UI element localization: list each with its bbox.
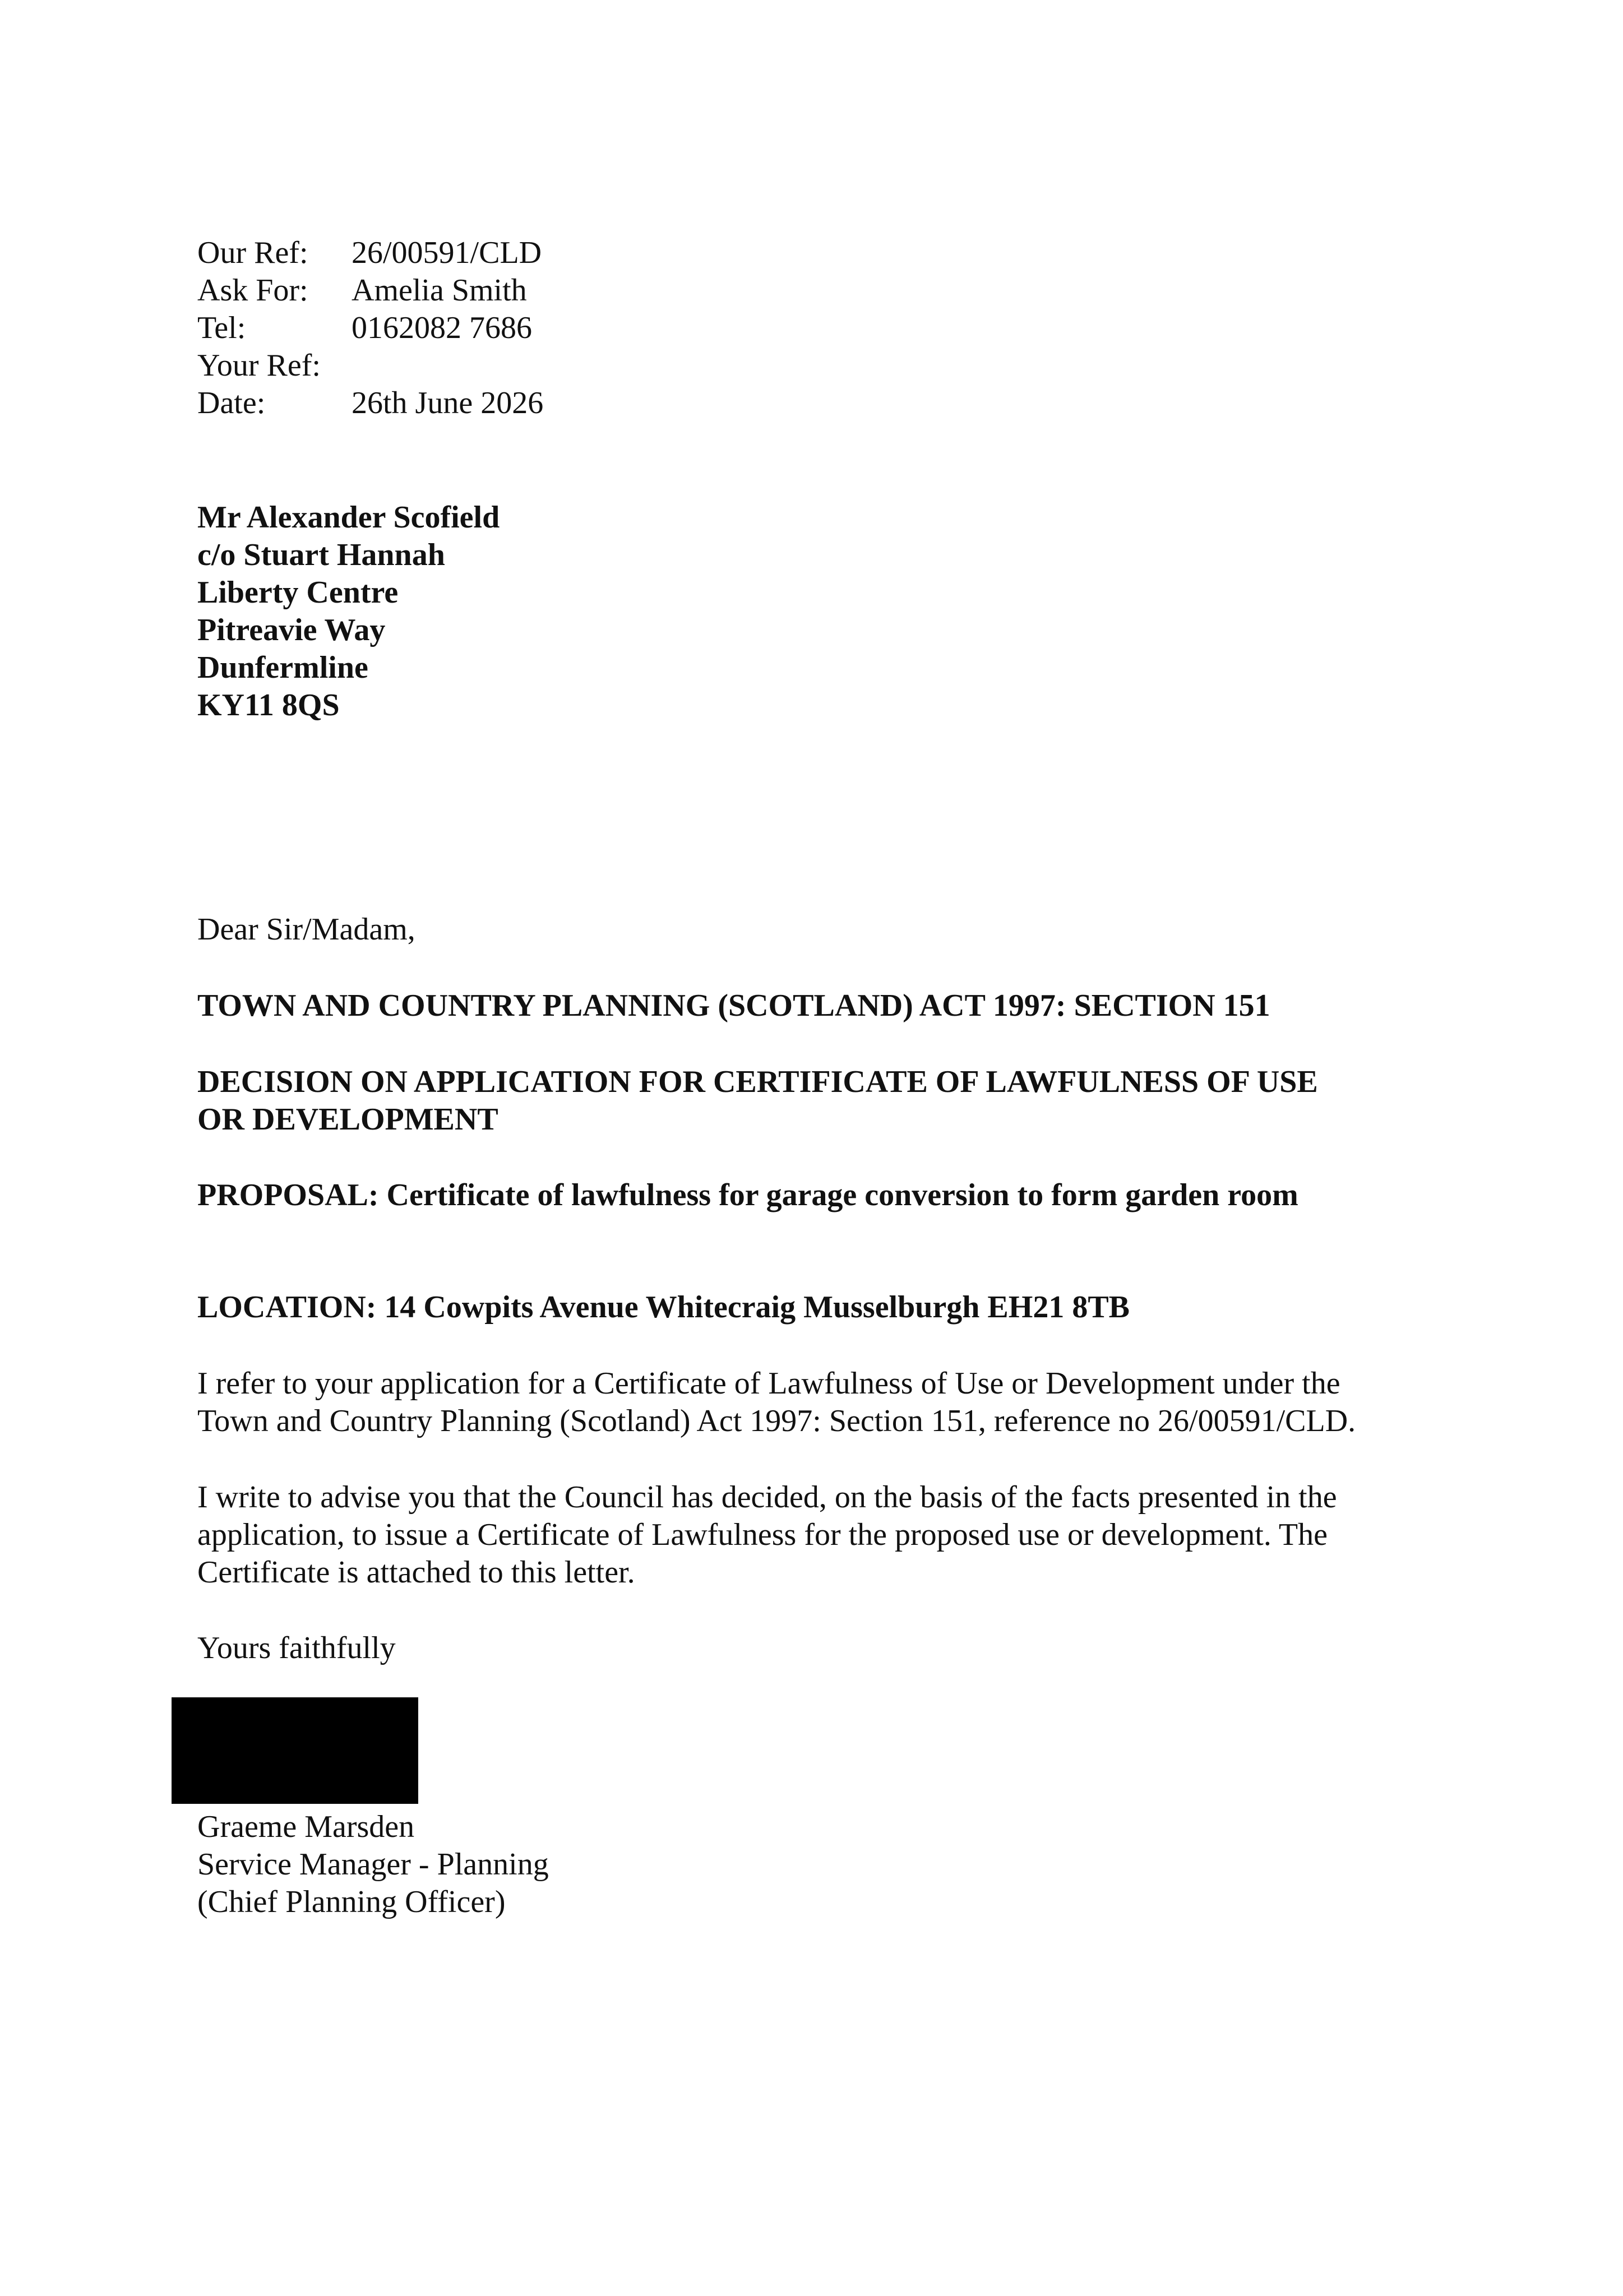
paragraph-2-line: I write to advise you that the Council has decided, on the basis of the facts presented in the bbox=[197, 1480, 1337, 1515]
ref-value: 0162082 7686 bbox=[352, 311, 532, 345]
closing: Yours faithfully bbox=[197, 1631, 396, 1665]
ref-row-our-ref bbox=[197, 234, 543, 272]
ref-label: Our Ref: bbox=[197, 235, 308, 270]
paragraph-1-line: Town and Country Planning (Scotland) Act 1997: Section 151, reference no 26/00591/CLD. bbox=[197, 1404, 1356, 1438]
reference-block bbox=[197, 234, 543, 422]
ref-row-ask-for bbox=[197, 272, 543, 309]
redacted-signature bbox=[172, 1697, 418, 1804]
proposal-heading: PROPOSAL: Certificate of lawfulness for garage conversion to form garden room bbox=[197, 1178, 1298, 1212]
paragraph-2-line: application, to issue a Certificate of Lawfulness for the proposed use or development. The bbox=[197, 1517, 1328, 1552]
ref-value: 26th June 2026 bbox=[352, 386, 544, 420]
ref-row-date bbox=[197, 385, 543, 422]
signatory-name: Graeme Marsden bbox=[197, 1809, 415, 1844]
address-line: c/o Stuart Hannah bbox=[197, 538, 445, 572]
signatory-title: Service Manager - Planning bbox=[197, 1847, 549, 1882]
paragraph-2-line: Certificate is attached to this letter. bbox=[197, 1555, 635, 1590]
heading-decision-line1: DECISION ON APPLICATION FOR CERTIFICATE OF LAWFULNESS OF USE bbox=[197, 1064, 1318, 1099]
ref-label: Your Ref: bbox=[197, 348, 321, 383]
ref-label: Tel: bbox=[197, 311, 246, 345]
signatory-role: (Chief Planning Officer) bbox=[197, 1885, 506, 1919]
address-line: Dunfermline bbox=[197, 650, 368, 685]
salutation: Dear Sir/Madam, bbox=[197, 912, 415, 947]
heading-decision-line2: OR DEVELOPMENT bbox=[197, 1102, 498, 1137]
ref-label: Ask For: bbox=[197, 273, 308, 308]
ref-label: Date: bbox=[197, 386, 266, 420]
paragraph-1-line: I refer to your application for a Certificate of Lawfulness of Use or Development under the bbox=[197, 1366, 1340, 1401]
address-line: Mr Alexander Scofield bbox=[197, 500, 500, 535]
signature-block bbox=[197, 1808, 549, 1921]
address-line: Pitreavie Way bbox=[197, 613, 386, 647]
location-heading: LOCATION: 14 Cowpits Avenue Whitecraig Musselburgh EH21 8TB bbox=[197, 1290, 1130, 1325]
heading-act: TOWN AND COUNTRY PLANNING (SCOTLAND) ACT 1997: SECTION 151 bbox=[197, 988, 1270, 1023]
ref-value: Amelia Smith bbox=[352, 273, 527, 308]
recipient-address bbox=[197, 499, 500, 724]
ref-value: 26/00591/CLD bbox=[352, 235, 542, 270]
ref-row-tel bbox=[197, 309, 543, 347]
address-line: KY11 8QS bbox=[197, 688, 340, 723]
ref-row-your-ref bbox=[197, 347, 543, 385]
address-line: Liberty Centre bbox=[197, 575, 399, 610]
